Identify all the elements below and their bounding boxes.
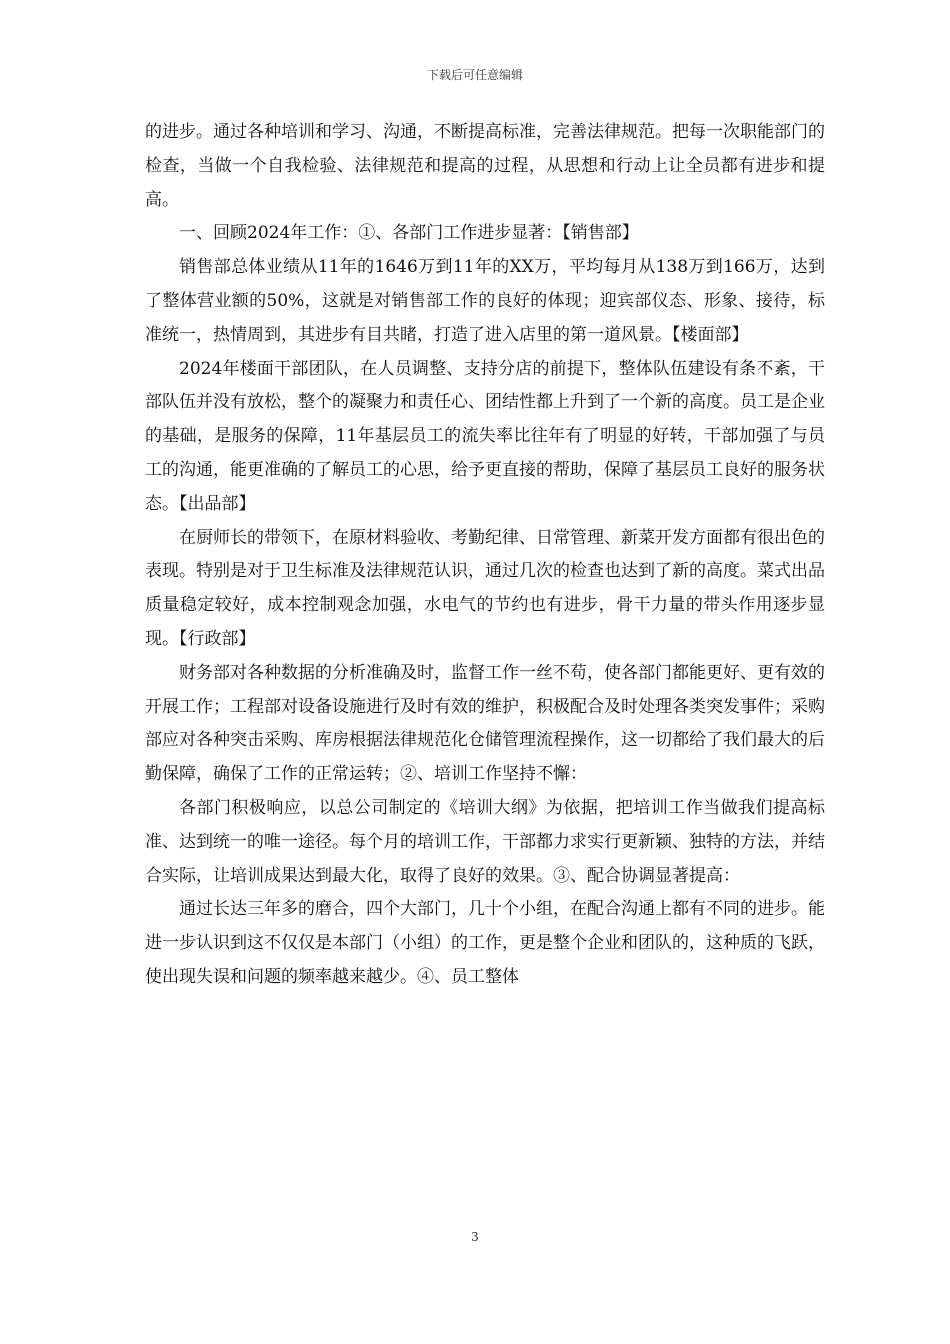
paragraph-7: 各部门积极响应，以总公司制定的《培训大纲》为依据，把培训工作当做我们提高标准、达到统一的唯一途径。每个月的培训工作，干部都力求实行更新颖、独特的方法，并结合实际，让培训成果达到最大化，取得了良好的效果。③、配合协调显著提高： <box>145 797 825 886</box>
paragraph-1: 的进步。通过各种培训和学习、沟通，不断提高标准，完善法律规范。把每一次职能部门的检查，当做一个自我检验、法律规范和提高的过程，从思想和行动上让全员都有进步和提高。 <box>145 122 825 210</box>
page-number: 3 <box>471 1230 479 1244</box>
paragraph-4: 2024年楼面干部团队，在人员调整、支持分店的前提下，整体队伍建设有条不紊，干部队伍并没有放松，整个的凝聚力和责任心、团结性都上升到了一个新的高度。员工是企业的基础，是服务的保障，11年基层员工的流失率比往年有了明显的好转，干部加强了与员工的沟通，能更准确的了解员工的心思，给予更直接的帮助，保障了基层员工良好的服务状态。【出品部】 <box>145 358 825 514</box>
paragraph-3: 销售部总体业绩从11年的1646万到11年的XX万，平均每月从138万到166万，达到了整体营业额的50%，这就是对销售部工作的良好的体现；迎宾部仪态、形象、接待，标准统一，热情周到，其进步有目共睹，打造了进入店里的第一道风景。【楼面部】 <box>145 257 825 345</box>
paragraph-8: 通过长达三年多的磨合，四个大部门，几十个小组，在配合沟通上都有不同的进步。能进一步认识到这不仅仅是本部门（小组）的工作，更是整个企业和团队的，这种质的飞跃，使出现失误和问题的频率越来越少。④、员工整体 <box>145 899 825 987</box>
page-header: 下载后可任意编辑 <box>426 68 523 82</box>
paragraph-6: 财务部对各种数据的分析准确及时，监督工作一丝不苟，使各部门都能更好、更有效的开展工作；工程部对设备设施进行及时有效的维护，积极配合及时处理各类突发事件；采购部应对各种突击采购、库房根据法律规范化仓储管理流程操作，这一切都给了我们最大的后勤保障，确保了工作的正常运转；②、培训工作坚持不懈： <box>145 662 825 785</box>
document-body <box>145 116 825 995</box>
paragraph-2: 一、回顾2024年工作：①、各部门工作进步显著：【销售部】 <box>179 223 639 244</box>
paragraph-5: 在厨师长的带领下，在原材料验收、考勤纪律、日常管理、新菜开发方面都有很出色的表现。特别是对于卫生标准及法律规范认识，通过几次的检查也达到了新的高度。菜式出品质量稳定较好，成本控制观念加强，水电气的节约也有进步，骨干力量的带头作用逐步显现。【行政部】 <box>145 527 825 649</box>
